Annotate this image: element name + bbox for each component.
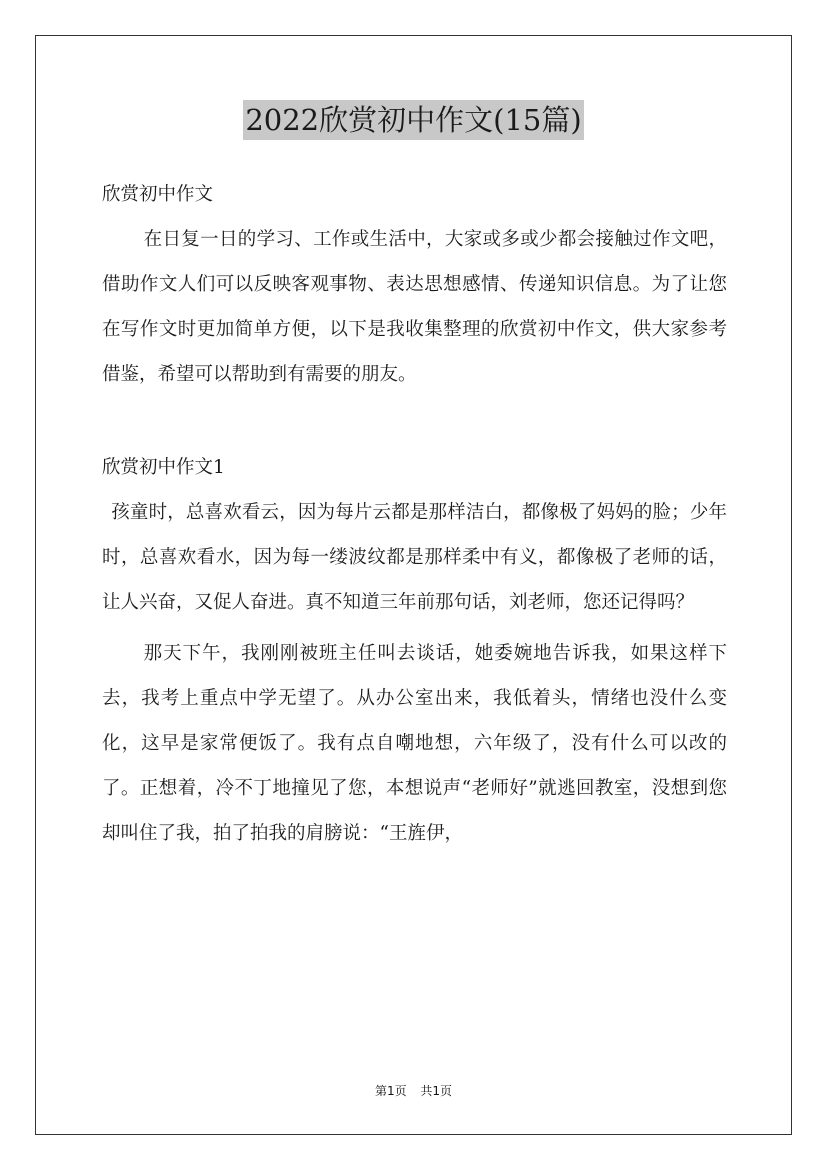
title-container [0, 100, 827, 140]
intro-heading: 欣赏初中作文 [102, 184, 214, 205]
page-current: 第1页 [374, 1084, 407, 1098]
section-spacer [102, 397, 727, 445]
page-footer [0, 1082, 827, 1099]
section1-paragraph-2: 那天下午，我刚刚被班主任叫去谈话，她委婉地告诉我，如果这样下去，我考上重点中学无望了。从办公室出来，我低着头，情绪也没什么变化，这早是家常便饭了。我有点自嘲地想，六年级了，没有什么可以改的了。正想着，冷不丁地撞见了您，本想说声“老师好”就逃回教室，没想到您却叫住了我，拍了拍我的肩膀说：“王旌伊， [102, 643, 727, 844]
intro-paragraph: 在日复一日的学习、工作或生活中，大家或多或少都会接触过作文吧，借助作文人们可以反映客观事物、表达思想感情、传递知识信息。为了让您在写作文时更加简单方便，以下是我收集整理的欣赏初中作文，供大家参考借鉴，希望可以帮助到有需要的朋友。 [102, 229, 727, 385]
document-title: 2022欣赏初中作文(15篇) [243, 100, 583, 140]
document-body [102, 172, 727, 856]
page-total: 共1页 [420, 1084, 453, 1098]
section1-heading: 欣赏初中作文1 [102, 457, 225, 478]
section1-paragraph-1: 孩童时，总喜欢看云，因为每片云都是那样洁白，都像极了妈妈的脸；少年时，总喜欢看水，因为每一缕波纹都是那样柔中有义，都像极了老师的话，让人兴奋，又促人奋进。真不知道三年前那句话，刘老师，您还记得吗？ [102, 502, 727, 613]
